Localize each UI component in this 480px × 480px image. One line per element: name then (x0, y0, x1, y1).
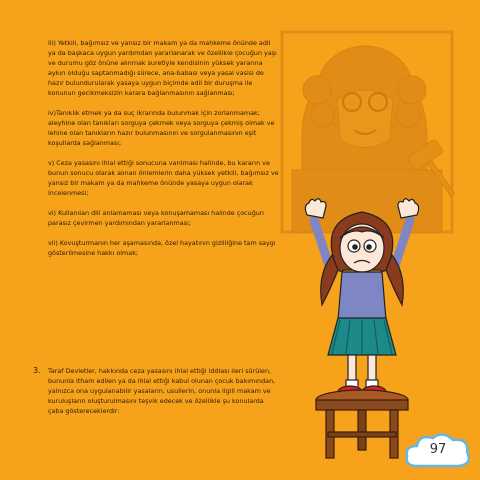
paragraph-vi: vi) Kullanılan dili anlamaması veya konuşamaması halinde çocuğun parasız çevirmen yardımından yararlanması; (48, 209, 264, 227)
article-item-3 (33, 366, 278, 416)
text-column (48, 38, 280, 268)
girl-on-stool-with-judge-illustration (262, 20, 472, 460)
stool (316, 390, 408, 458)
paragraph-vii: vii) Kovuşturmanın her aşamasında, özel hayatının gizliliğine tam saygı gösterilmesine hakkı olmak; (48, 239, 276, 257)
item-3-text: Taraf Devletler, hakkında ceza yasasını ihlal ettiği iddiası ileri sürülen, bununla itham edilen ya da ihlal ettiği kabul olunan çocuk bakımından, yalnızca ona uygulanabilir yasaların, usullerin, onunla ilgili makam ve kuruluşların oluşturulmasını teşvik edecek ve özellikle şu konularda çaba göstereceklerdir: (48, 367, 276, 415)
paragraph-iii: iii) Yetkili, bağımsız ve yansız bir makam ya da mahkeme önünde adil ya da başkaca uygun yardımdan yararlanarak ve özellikle çocuğun yaşı ve durumu göz önüne alınmak suretiyle kendisinin yüksek yararına aykırı olduğu saptanmadığı sürece, ana-babası veya yasal vasisi de hazır bulundurularak yasaya uygun biçimde adil bir duruşma ile konunun gecikmeksizin karara bağlanmasının sağlanması; (48, 39, 277, 97)
paragraph-v: v) Ceza yasasını ihlal ettiği sonucuna varılması halinde, bu kararın ve bunun sonucu olarak alınan önlemlerin daha yüksek yetkili, bağımsız ve yansız bir makam ya da mahkeme önünde yasaya uygun olarak incelenmesi; (48, 159, 279, 197)
paragraph-iv: iv)Tanıklık etmek ya da suç ikrarında bulunmak için zorlanmamak; aleyhine olan tanıkları sorguya çekmek veya sorguya çekmiş olmak ve lehine olan tanıkların hazır bulunmasının ve sorgulanmasının eşit koşullarda sağlanması; (48, 109, 275, 147)
page-number: 97 (429, 442, 447, 457)
item-number: 3. (33, 366, 41, 375)
